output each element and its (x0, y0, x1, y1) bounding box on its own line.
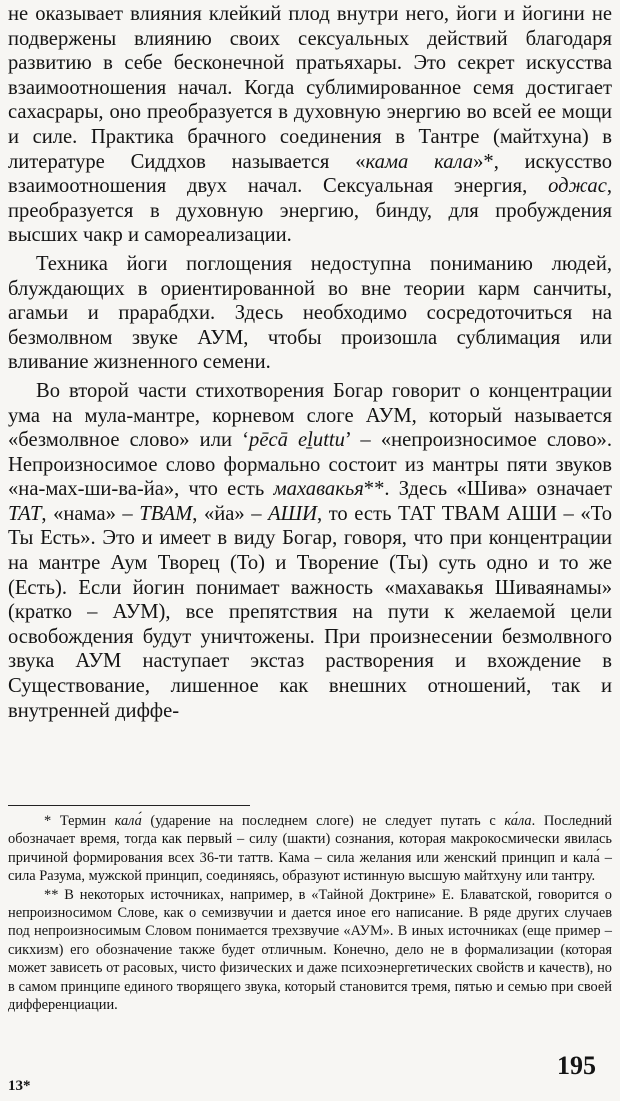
italic-term: ТАТ (8, 502, 42, 525)
text-run: не оказывает влияния клейкий плод внутри него, йоги и йогини не подвержены влиянию своих сексуальных действий благодаря развитию в себе бесконечной пратьяхары. Это секрет искусства взаимоотношения начал. Когда сублимированное семя достигает сахасрары, оно преобразуется в духовную энергию во всей ее мощи и силе. Практика брачного соединения в Тантре (майтхуна) в литературе Сиддхов называется « (8, 3, 612, 173)
paragraph-1 (8, 2, 612, 248)
footnotes (8, 812, 612, 1014)
footnote-divider (8, 805, 250, 806)
italic-term: pēcā eḻuttu (249, 429, 345, 452)
italic-term: махавакья (273, 478, 364, 501)
text-run: , преобразуется в духовную энергию, бинду, для пробуждения высших чакр и самореализации. (8, 175, 612, 247)
footnote-1 (8, 812, 612, 886)
italic-term: кама кала (365, 150, 474, 173)
text-run: »*, искусство взаимоотношения двух начал. Сексуальная энергия, (8, 150, 612, 198)
main-text (8, 2, 612, 723)
italic-term: ТВАМ (139, 502, 193, 525)
text-run: * Термин (44, 813, 115, 829)
italic-term: АШИ (268, 502, 318, 525)
text-run: , то есть ТАТ ТВАМ АШИ – «То Ты Есть». Это и имеет в виду Богар, говоря, что при концентрации на мантре Аум Творец (То) и Творение (Ты) суть одно и то же (Есть). Если йогин понимает важность «махавакья Шиваянамы» (кратко – АУМ), все препятствия на пути к желаемой цели освобождения будут уничтожены. При произнесении безмолвного звука АУМ наступает экстаз растворения и вхождение в Существование, лишенное как внешних отношений, так и внутренней диффе- (8, 502, 612, 722)
italic-term: оджас (548, 175, 607, 198)
text-run: ’ – «непроизносимое слово». Непроизносимое слово формально состоит из мантры пяти звуков «на-мах-ши-ва-йа», что есть (8, 429, 612, 501)
text-run: , «йа» – (192, 502, 269, 525)
italic-term: ка́ла (504, 813, 532, 829)
italic-term: кала́ (114, 813, 142, 829)
text-run: , «нама» – (41, 502, 140, 525)
paragraph-2: Техника йоги поглощения недоступна пониманию людей, блуждающих в ориентированной во вне теории карм санчиты, агамьи и прарабдхи. Здесь необходимо сосредоточиться на безмолвном звуке АУМ, чтобы произошла сублимация или вливание жизненного семени. (8, 252, 612, 374)
text-run: **. Здесь «Шива» означает (363, 478, 613, 501)
page-number: 195 (557, 1051, 596, 1080)
paragraph-3 (8, 379, 612, 723)
footnote-2: ** В некоторых источниках, например, в «Тайной Доктрине» Е. Блаватской, говорится о непроизносимом Слове, как о семизвучии и дается иное его написание. В ряде других случаев под непроизносимым Словом понимается трехзвучие «АУМ». В иных источниках (еще пример – сикхизм) его обозначение также будет отличным. Конечно, дело не в формализации (которая может зависеть от расовых, чисто физических и даже психоэнергетических свойств и качеств), но в самом принципе единого творящего звука, который становится тремя, пятью и семью при своей дифференциации. (8, 886, 612, 1014)
signature-mark: 13* (8, 1078, 31, 1094)
text-run: (ударение на последнем слоге) не следует путать с (141, 813, 505, 829)
text-run: . Последний обозначает время, тогда как первый – силу (шакти) сознания, которая макрокосмически явилась причиной формирования всех 36-ти таттв. Кама – сила желания или женский принцип и кала́ – сила Разума, мужской принцип, соединяясь, образуют истинную высшую майтхуну или тантру. (8, 813, 612, 885)
text-run: Во второй части стихотворения Богар говорит о концентрации ума на мула-мантре, корневом слоге АУМ, который называется «безмолвное слово» или ‘ (8, 379, 612, 452)
